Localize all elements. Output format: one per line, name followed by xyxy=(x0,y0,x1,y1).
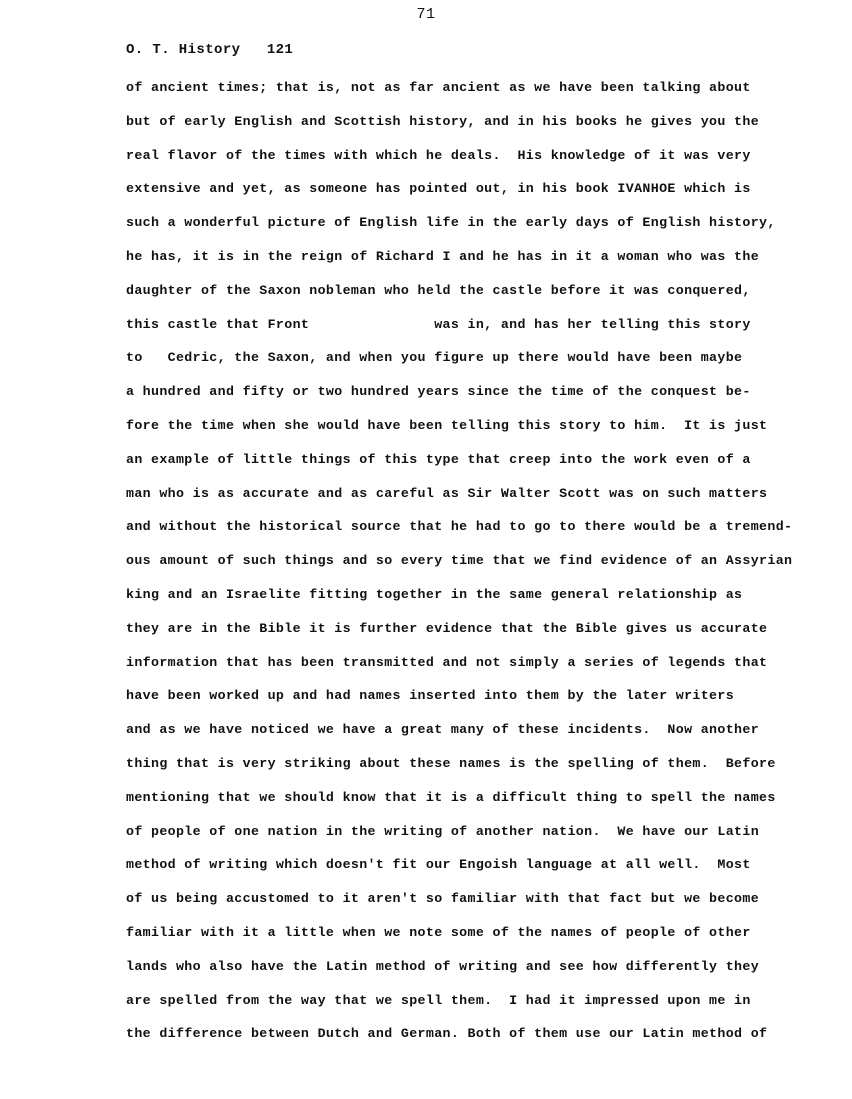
text-line: information that has been transmitted and not simply a series of legends that xyxy=(126,654,768,670)
page-number: 71 xyxy=(416,6,436,23)
text-line: king and an Israelite fitting together in the same general relationship as xyxy=(126,586,743,602)
text-line: of ancient times; that is, not as far ancient as we have been talking about xyxy=(126,80,751,95)
text-line: have been worked up and had names inserted into them by the later writers xyxy=(126,688,735,704)
text-line: fore the time when she would have been telling this story to him. It is just xyxy=(126,417,768,433)
text-line: familiar with it a little when we note some of the names of people of other xyxy=(126,924,751,940)
text-line: but of early English and Scottish history, and in his books he gives you the xyxy=(126,113,760,129)
text-line: lands who also have the Latin method of writing and see how differently they xyxy=(126,958,760,974)
text-line: the difference between Dutch and German. Both of them use our Latin method of xyxy=(126,1026,768,1042)
text-line: and without the historical source that he had to go to there would be a tremend- xyxy=(126,519,793,535)
text-line: they are in the Bible it is further evidence that the Bible gives us accurate xyxy=(126,620,768,636)
text-line: extensive and yet, as someone has pointed out, in his book IVANHOE which is xyxy=(126,181,751,197)
text-line: man who is as accurate and as careful as Sir Walter Scott was on such matters xyxy=(126,485,768,501)
text-line: such a wonderful picture of English life in the early days of English history, xyxy=(126,215,776,231)
text-line: this castle that Front was in, and has her telling this story xyxy=(126,316,751,332)
text-line: ous amount of such things and so every time that we find evidence of an Assyrian xyxy=(126,553,793,569)
text-line: real flavor of the times with which he deals. His knowledge of it was very xyxy=(126,147,751,163)
text-line: a hundred and fifty or two hundred years since the time of the conquest be- xyxy=(126,384,751,400)
text-line: are spelled from the way that we spell them. I had it impressed upon me in xyxy=(126,992,751,1008)
text-line: mentioning that we should know that it is a difficult thing to spell the names xyxy=(126,789,776,805)
text-line: he has, it is in the reign of Richard I and he has in it a woman who was the xyxy=(126,248,760,264)
text-line: daughter of the Saxon nobleman who held the castle before it was conquered, xyxy=(126,282,751,298)
text-line: to Cedric, the Saxon, and when you figure up there would have been maybe xyxy=(126,350,743,366)
text-line: method of writing which doesn't fit our Engoish language at all well. Most xyxy=(126,857,751,873)
body-text xyxy=(126,77,816,1057)
text-line: thing that is very striking about these names is the spelling of them. Before xyxy=(126,755,776,771)
text-line: of us being accustomed to it aren't so familiar with that fact but we become xyxy=(126,891,760,907)
text-line: an example of little things of this type that creep into the work even of a xyxy=(126,451,751,467)
text-line: and as we have noticed we have a great many of these incidents. Now another xyxy=(126,722,760,738)
running-header: O. T. History 121 xyxy=(126,42,294,58)
text-line: of people of one nation in the writing of another nation. We have our Latin xyxy=(126,823,760,839)
